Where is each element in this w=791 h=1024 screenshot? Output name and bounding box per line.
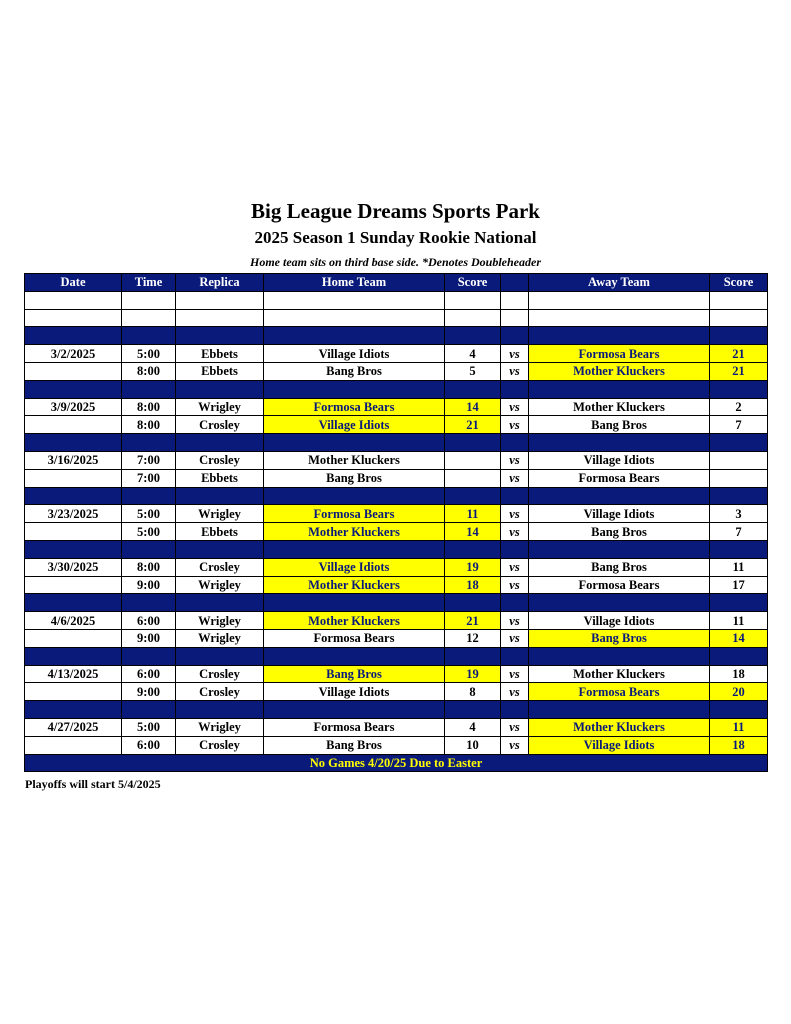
separator-cell: [264, 701, 445, 719]
separator-cell: [501, 647, 529, 665]
week-separator-row: [25, 434, 768, 452]
game-date: 3/9/2025: [25, 398, 122, 416]
week-separator-row: [25, 487, 768, 505]
home-score: 21: [445, 416, 501, 434]
home-score: 11: [445, 505, 501, 523]
schedule-table: [24, 273, 768, 772]
separator-cell: [501, 434, 529, 452]
separator-cell: [264, 434, 445, 452]
separator-cell: [710, 487, 768, 505]
home-score: 19: [445, 665, 501, 683]
separator-cell: [529, 540, 710, 558]
game-replica: Wrigley: [176, 718, 264, 736]
game-time: 6:00: [122, 736, 176, 754]
away-score: 11: [710, 718, 768, 736]
away-team: Village Idiots: [529, 451, 710, 469]
away-score: 7: [710, 523, 768, 541]
away-team: Village Idiots: [529, 505, 710, 523]
game-date: 3/23/2025: [25, 505, 122, 523]
game-row: [25, 523, 768, 541]
game-row: [25, 683, 768, 701]
separator-cell: [122, 434, 176, 452]
away-score: 2: [710, 398, 768, 416]
game-replica: Wrigley: [176, 505, 264, 523]
vs-label: vs: [501, 523, 529, 541]
separator-cell: [264, 594, 445, 612]
home-score: 21: [445, 612, 501, 630]
game-row: [25, 398, 768, 416]
week-separator-row: [25, 647, 768, 665]
game-row: [25, 451, 768, 469]
separator-cell: [264, 540, 445, 558]
separator-cell: [445, 701, 501, 719]
separator-cell: [710, 540, 768, 558]
schedule-header: [25, 274, 768, 292]
separator-cell: [445, 594, 501, 612]
game-row: [25, 718, 768, 736]
away-score: 20: [710, 683, 768, 701]
game-date: 3/16/2025: [25, 451, 122, 469]
game-time: 5:00: [122, 505, 176, 523]
game-time: 7:00: [122, 469, 176, 487]
column-header-away-team: Away Team: [529, 274, 710, 292]
home-team: Village Idiots: [264, 416, 445, 434]
column-header-home-score: Score: [445, 274, 501, 292]
home-team: Formosa Bears: [264, 718, 445, 736]
away-score: 21: [710, 362, 768, 380]
vs-label: vs: [501, 612, 529, 630]
separator-cell: [710, 327, 768, 345]
column-header-date: Date: [25, 274, 122, 292]
game-replica: Ebbets: [176, 469, 264, 487]
separator-cell: [445, 327, 501, 345]
vs-label: vs: [501, 416, 529, 434]
game-date: 4/27/2025: [25, 718, 122, 736]
separator-cell: [501, 380, 529, 398]
separator-cell: [25, 594, 122, 612]
game-date: [25, 683, 122, 701]
separator-cell: [501, 701, 529, 719]
away-score: [710, 469, 768, 487]
away-team: Village Idiots: [529, 736, 710, 754]
away-score: 18: [710, 736, 768, 754]
game-time: 7:00: [122, 451, 176, 469]
week-separator-row: [25, 380, 768, 398]
column-header-replica: Replica: [176, 274, 264, 292]
separator-cell: [25, 380, 122, 398]
vs-label: vs: [501, 362, 529, 380]
away-team: Formosa Bears: [529, 345, 710, 363]
separator-cell: [264, 327, 445, 345]
game-row: [25, 362, 768, 380]
away-score: [710, 451, 768, 469]
separator-cell: [445, 434, 501, 452]
game-time: 8:00: [122, 558, 176, 576]
separator-cell: [529, 594, 710, 612]
game-row: [25, 576, 768, 594]
home-score: [445, 451, 501, 469]
vs-label: vs: [501, 558, 529, 576]
vs-label: vs: [501, 629, 529, 647]
separator-cell: [25, 647, 122, 665]
home-score: 4: [445, 345, 501, 363]
game-time: 8:00: [122, 398, 176, 416]
home-team: Formosa Bears: [264, 505, 445, 523]
game-row: [25, 469, 768, 487]
separator-cell: [445, 540, 501, 558]
home-team: Village Idiots: [264, 345, 445, 363]
away-team: Formosa Bears: [529, 683, 710, 701]
separator-cell: [445, 380, 501, 398]
separator-cell: [529, 327, 710, 345]
game-replica: Crosley: [176, 416, 264, 434]
separator-cell: [445, 487, 501, 505]
separator-cell: [710, 594, 768, 612]
away-team: Bang Bros: [529, 629, 710, 647]
game-time: 8:00: [122, 362, 176, 380]
game-row: [25, 558, 768, 576]
separator-cell: [25, 327, 122, 345]
home-score: 5: [445, 362, 501, 380]
game-replica: Wrigley: [176, 612, 264, 630]
separator-cell: [176, 594, 264, 612]
game-row: [25, 736, 768, 754]
separator-cell: [176, 647, 264, 665]
column-header-time: Time: [122, 274, 176, 292]
away-score: 14: [710, 629, 768, 647]
game-replica: Crosley: [176, 736, 264, 754]
column-header-home-team: Home Team: [264, 274, 445, 292]
separator-cell: [122, 701, 176, 719]
away-score: 18: [710, 665, 768, 683]
game-row: [25, 665, 768, 683]
game-time: 9:00: [122, 576, 176, 594]
game-time: 5:00: [122, 523, 176, 541]
home-team: Bang Bros: [264, 362, 445, 380]
vs-label: vs: [501, 505, 529, 523]
away-team: Mother Kluckers: [529, 398, 710, 416]
separator-cell: [25, 701, 122, 719]
game-replica: Wrigley: [176, 398, 264, 416]
easter-notice: No Games 4/20/25 Due to Easter: [25, 754, 768, 772]
separator-cell: [122, 487, 176, 505]
vs-label: vs: [501, 665, 529, 683]
home-team: Bang Bros: [264, 665, 445, 683]
away-team: Mother Kluckers: [529, 362, 710, 380]
home-score: 4: [445, 718, 501, 736]
home-team: Village Idiots: [264, 683, 445, 701]
vs-label: vs: [501, 345, 529, 363]
away-team: Formosa Bears: [529, 469, 710, 487]
separator-cell: [710, 380, 768, 398]
away-score: 7: [710, 416, 768, 434]
away-score: 11: [710, 612, 768, 630]
page-title: Big League Dreams Sports Park: [251, 199, 540, 223]
game-replica: Wrigley: [176, 576, 264, 594]
away-team: Mother Kluckers: [529, 665, 710, 683]
game-replica: Ebbets: [176, 362, 264, 380]
separator-cell: [122, 380, 176, 398]
home-team: Mother Kluckers: [264, 523, 445, 541]
game-time: 6:00: [122, 612, 176, 630]
vs-label: vs: [501, 451, 529, 469]
separator-cell: [501, 327, 529, 345]
away-team: Village Idiots: [529, 612, 710, 630]
separator-cell: [176, 540, 264, 558]
separator-cell: [710, 647, 768, 665]
vs-label: vs: [501, 469, 529, 487]
home-score: 14: [445, 523, 501, 541]
separator-cell: [710, 701, 768, 719]
away-team: Bang Bros: [529, 416, 710, 434]
home-score: 8: [445, 683, 501, 701]
home-team: Formosa Bears: [264, 629, 445, 647]
game-date: [25, 629, 122, 647]
game-row: [25, 345, 768, 363]
game-row: [25, 416, 768, 434]
game-replica: Crosley: [176, 683, 264, 701]
game-time: 5:00: [122, 345, 176, 363]
game-time: 8:00: [122, 416, 176, 434]
away-team: Bang Bros: [529, 523, 710, 541]
separator-cell: [264, 380, 445, 398]
home-score: 12: [445, 629, 501, 647]
game-time: 6:00: [122, 665, 176, 683]
separator-cell: [176, 487, 264, 505]
home-team: Mother Kluckers: [264, 576, 445, 594]
game-date: [25, 523, 122, 541]
column-header-vs: [501, 274, 529, 292]
separator-cell: [529, 434, 710, 452]
separator-cell: [176, 701, 264, 719]
separator-cell: [501, 594, 529, 612]
home-score: 19: [445, 558, 501, 576]
separator-cell: [529, 701, 710, 719]
separator-cell: [25, 487, 122, 505]
vs-label: vs: [501, 576, 529, 594]
week-separator-row: [25, 540, 768, 558]
game-date: 4/13/2025: [25, 665, 122, 683]
game-date: [25, 576, 122, 594]
away-score: 21: [710, 345, 768, 363]
game-date: [25, 416, 122, 434]
separator-cell: [529, 380, 710, 398]
game-date: [25, 362, 122, 380]
separator-cell: [264, 487, 445, 505]
home-team: Mother Kluckers: [264, 451, 445, 469]
game-row: [25, 505, 768, 523]
separator-cell: [176, 434, 264, 452]
game-date: 3/30/2025: [25, 558, 122, 576]
column-header-away-score: Score: [710, 274, 768, 292]
home-team: Mother Kluckers: [264, 612, 445, 630]
game-replica: Ebbets: [176, 345, 264, 363]
home-score: 18: [445, 576, 501, 594]
separator-cell: [710, 434, 768, 452]
separator-cell: [176, 380, 264, 398]
away-team: Mother Kluckers: [529, 718, 710, 736]
doubleheader-note: Home team sits on third base side. *Denotes Doubleheader: [250, 255, 541, 269]
game-time: 9:00: [122, 683, 176, 701]
home-team: Village Idiots: [264, 558, 445, 576]
game-replica: Crosley: [176, 558, 264, 576]
game-date: [25, 736, 122, 754]
away-score: 3: [710, 505, 768, 523]
separator-cell: [122, 540, 176, 558]
separator-cell: [122, 647, 176, 665]
home-score: 10: [445, 736, 501, 754]
week-separator-row: [25, 701, 768, 719]
separator-cell: [122, 327, 176, 345]
separator-cell: [176, 327, 264, 345]
separator-cell: [529, 487, 710, 505]
separator-cell: [501, 540, 529, 558]
page-subtitle: 2025 Season 1 Sunday Rookie National: [254, 228, 537, 247]
game-date: 4/6/2025: [25, 612, 122, 630]
away-score: 17: [710, 576, 768, 594]
game-row: [25, 629, 768, 647]
home-team: Bang Bros: [264, 736, 445, 754]
playoffs-note: Playoffs will start 5/4/2025: [25, 777, 161, 791]
vs-label: vs: [501, 683, 529, 701]
separator-cell: [25, 540, 122, 558]
game-time: 5:00: [122, 718, 176, 736]
separator-cell: [122, 594, 176, 612]
home-team: Formosa Bears: [264, 398, 445, 416]
separator-cell: [264, 647, 445, 665]
vs-label: vs: [501, 736, 529, 754]
game-date: 3/2/2025: [25, 345, 122, 363]
game-date: [25, 469, 122, 487]
separator-cell: [529, 647, 710, 665]
away-score: 11: [710, 558, 768, 576]
separator-cell: [501, 487, 529, 505]
blank-row: [25, 291, 768, 309]
week-separator-row: [25, 594, 768, 612]
vs-label: vs: [501, 398, 529, 416]
game-replica: Wrigley: [176, 629, 264, 647]
separator-cell: [25, 434, 122, 452]
blank-row: [25, 309, 768, 327]
away-team: Bang Bros: [529, 558, 710, 576]
vs-label: vs: [501, 718, 529, 736]
game-replica: Crosley: [176, 665, 264, 683]
away-team: Formosa Bears: [529, 576, 710, 594]
home-score: 14: [445, 398, 501, 416]
week-separator-row: [25, 327, 768, 345]
home-score: [445, 469, 501, 487]
separator-cell: [445, 647, 501, 665]
footer-row: [25, 754, 768, 772]
home-team: Bang Bros: [264, 469, 445, 487]
game-replica: Crosley: [176, 451, 264, 469]
game-row: [25, 612, 768, 630]
schedule-body: [25, 291, 768, 772]
game-time: 9:00: [122, 629, 176, 647]
game-replica: Ebbets: [176, 523, 264, 541]
